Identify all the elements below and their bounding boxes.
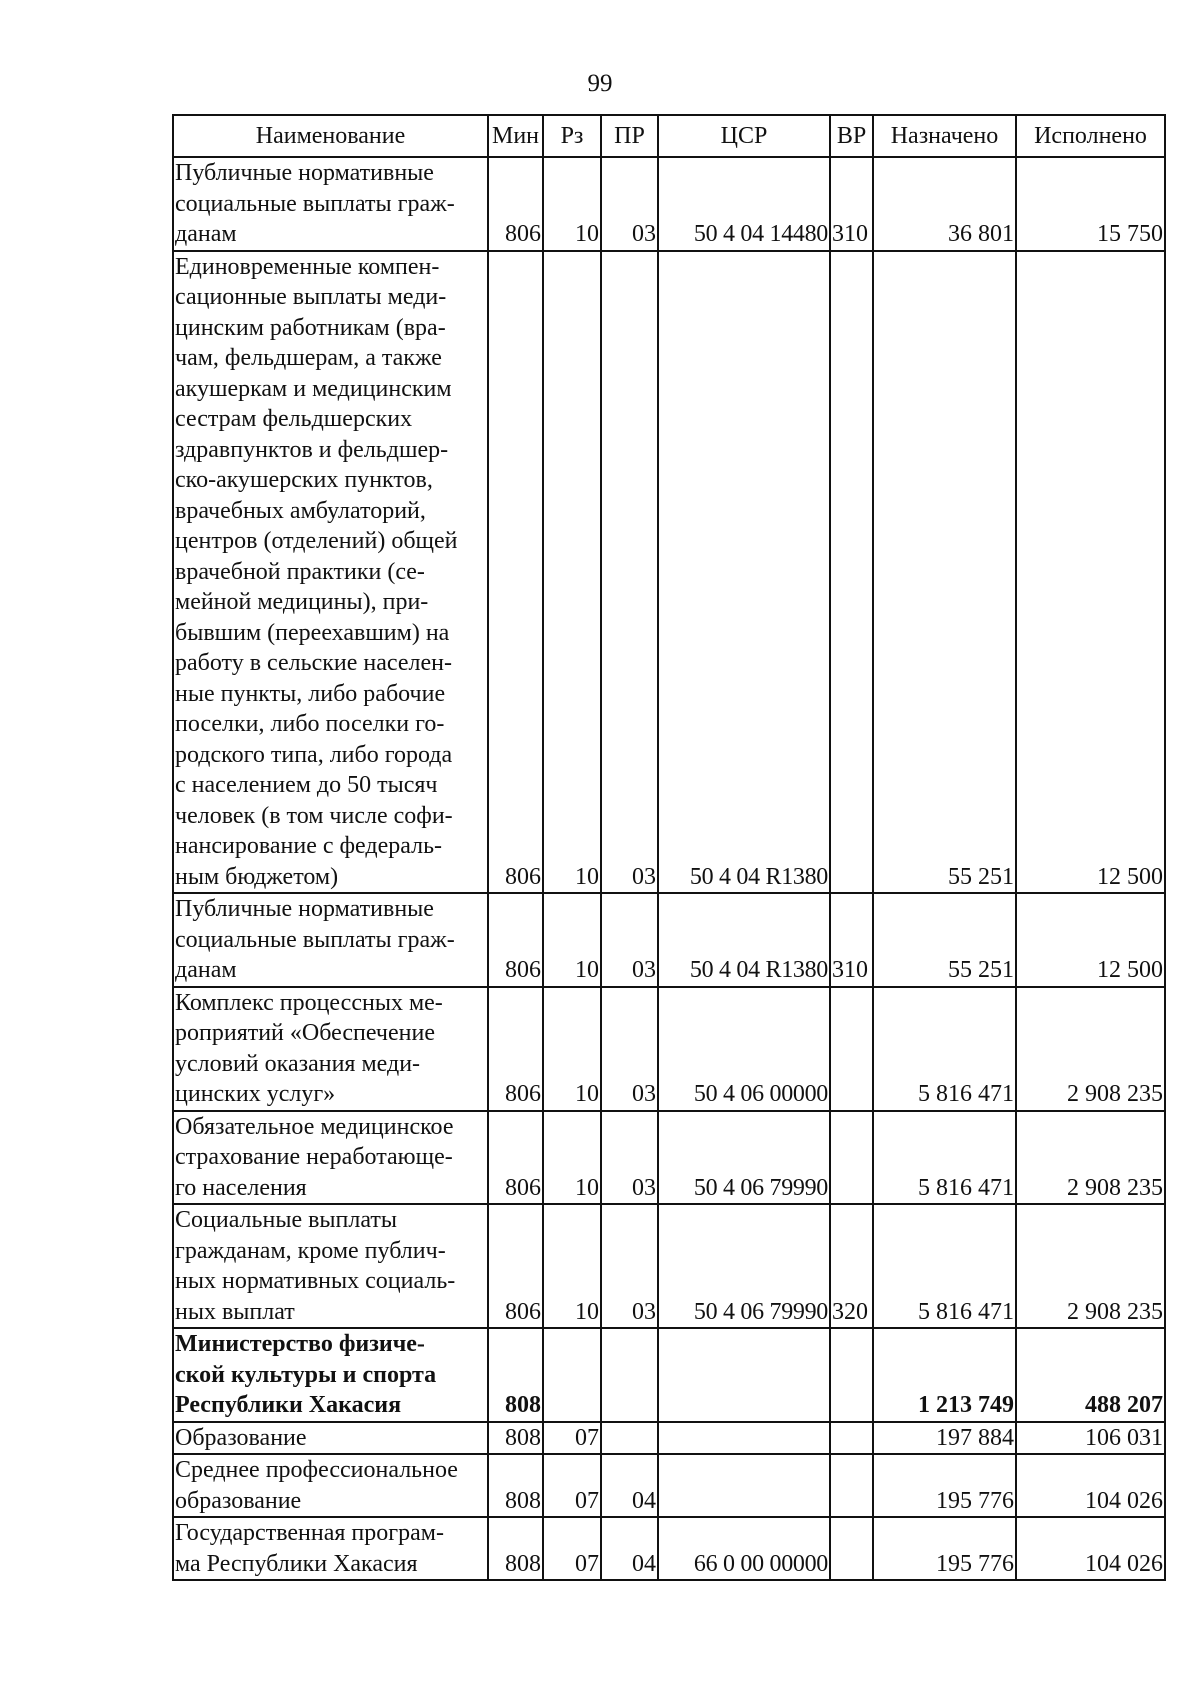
cell-pr: 03: [601, 1204, 658, 1328]
cell-name: [173, 1517, 488, 1580]
name-line: гражданам, кроме публич-: [175, 1237, 446, 1264]
cell-name: [173, 1328, 488, 1422]
cell-rz: 10: [543, 157, 601, 251]
cell-rz: 07: [543, 1517, 601, 1580]
name-line: цинским работникам (вра-: [175, 314, 446, 341]
cell-min: 808: [488, 1517, 543, 1580]
budget-execution-table: [172, 114, 1166, 1581]
table-row: [173, 1422, 1165, 1455]
cell-csr: 66 0 00 00000: [658, 1517, 830, 1580]
table-row: [173, 987, 1165, 1111]
cell-pr: 03: [601, 893, 658, 987]
cell-rz: 10: [543, 987, 601, 1111]
cell-pr: 03: [601, 251, 658, 894]
cell-rz: [543, 1328, 601, 1422]
name-line: человек (в том числе софи-: [175, 802, 453, 829]
cell-executed: 488 207: [1016, 1328, 1165, 1422]
name-line: нансирование с федераль-: [175, 833, 443, 859]
name-line: социальные выплаты граж-: [175, 926, 455, 953]
cell-vr: [830, 251, 873, 894]
cell-executed: 2 908 235: [1016, 1204, 1165, 1328]
name-line: страхование неработающе-: [175, 1144, 453, 1170]
cell-pr: 04: [601, 1454, 658, 1517]
cell-assigned: 197 884: [873, 1422, 1016, 1455]
cell-name: [173, 251, 488, 894]
header-executed: Исполнено: [1016, 115, 1165, 157]
cell-vr: 310: [830, 893, 873, 987]
cell-min: 806: [488, 893, 543, 987]
cell-executed: 104 026: [1016, 1517, 1165, 1580]
cell-assigned: 1 213 749: [873, 1328, 1016, 1422]
cell-pr: 04: [601, 1517, 658, 1580]
name-line: Единовременные компен-: [175, 253, 440, 280]
cell-executed: 12 500: [1016, 251, 1165, 894]
cell-csr: [658, 1454, 830, 1517]
header-csr: ЦСР: [658, 115, 830, 157]
name-line: образование: [175, 1487, 302, 1514]
cell-name: [173, 1111, 488, 1205]
cell-assigned: 5 816 471: [873, 1111, 1016, 1205]
cell-vr: [830, 1328, 873, 1422]
name-line: врачебной практики (се-: [175, 558, 425, 585]
cell-rz: 07: [543, 1422, 601, 1455]
name-line: Социальные выплаты: [175, 1207, 398, 1233]
table-row: [173, 157, 1165, 251]
cell-pr: 03: [601, 157, 658, 251]
cell-rz: 10: [543, 1204, 601, 1328]
cell-vr: [830, 1422, 873, 1455]
cell-name: [173, 987, 488, 1111]
cell-executed: 15 750: [1016, 157, 1165, 251]
name-line: Обязательное медицинское: [175, 1113, 454, 1140]
name-line: Публичные нормативные: [175, 896, 434, 922]
header-rz: Рз: [543, 115, 601, 157]
name-line: данам: [175, 957, 237, 983]
name-line: сестрам фельдшерских: [175, 406, 413, 432]
header-min: Мин: [488, 115, 543, 157]
cell-assigned: 195 776: [873, 1517, 1016, 1580]
cell-csr: 50 4 04 R1380: [658, 893, 830, 987]
name-line: ской культуры и спорта: [175, 1361, 437, 1388]
cell-assigned: 5 816 471: [873, 1204, 1016, 1328]
cell-min: 808: [488, 1454, 543, 1517]
table-row: [173, 1111, 1165, 1205]
cell-vr: [830, 1454, 873, 1517]
name-line: Публичные нормативные: [175, 160, 434, 186]
name-line: акушеркам и медицинским: [175, 375, 452, 402]
cell-vr: 320: [830, 1204, 873, 1328]
name-line: ным бюджетом): [175, 863, 339, 890]
name-line: центров (отделений) общей: [175, 528, 458, 554]
cell-vr: [830, 987, 873, 1111]
header-vr: ВР: [830, 115, 873, 157]
name-line: бывшим (переехавшим) на: [175, 619, 450, 646]
cell-min: 806: [488, 1204, 543, 1328]
table-header-row: [173, 115, 1165, 157]
name-line: здравпунктов и фельдшер-: [175, 436, 449, 463]
cell-executed: 2 908 235: [1016, 1111, 1165, 1205]
header-name: Наименование: [173, 115, 488, 157]
cell-min: 806: [488, 987, 543, 1111]
name-line: условий оказания меди-: [175, 1050, 421, 1077]
table-row: [173, 1328, 1165, 1422]
header-pr: ПР: [601, 115, 658, 157]
name-line: Среднее профессиональное: [175, 1457, 458, 1483]
name-line: данам: [175, 221, 237, 247]
cell-csr: 50 4 04 R1380: [658, 251, 830, 894]
cell-assigned: 195 776: [873, 1454, 1016, 1517]
name-line: го населения: [175, 1174, 307, 1201]
cell-pr: [601, 1328, 658, 1422]
cell-csr: 50 4 06 00000: [658, 987, 830, 1111]
table-row: [173, 251, 1165, 894]
cell-min: 808: [488, 1422, 543, 1455]
cell-min: 806: [488, 1111, 543, 1205]
name-line: родского типа, либо города: [175, 741, 453, 768]
cell-rz: 10: [543, 251, 601, 894]
cell-name: [173, 1454, 488, 1517]
cell-name: [173, 157, 488, 251]
name-line: роприятий «Обеспечение: [175, 1020, 435, 1046]
cell-csr: [658, 1422, 830, 1455]
name-line: ных нормативных социаль-: [175, 1268, 456, 1294]
cell-pr: [601, 1422, 658, 1455]
name-line: врачебных амбулаторий,: [175, 497, 426, 524]
cell-assigned: 55 251: [873, 251, 1016, 894]
table-row: [173, 893, 1165, 987]
cell-assigned: 5 816 471: [873, 987, 1016, 1111]
table-body: [173, 157, 1165, 1580]
cell-vr: [830, 1517, 873, 1580]
table-row: [173, 1454, 1165, 1517]
name-line: с населением до 50 тысяч: [175, 772, 438, 798]
cell-min: 806: [488, 157, 543, 251]
page-number: 99: [587, 70, 613, 97]
table-row: [173, 1517, 1165, 1580]
header-assigned: Назначено: [873, 115, 1016, 157]
table-row: [173, 1204, 1165, 1328]
cell-rz: 10: [543, 893, 601, 987]
name-line: чам, фельдшерам, а также: [175, 345, 442, 371]
name-line: Образование: [175, 1424, 307, 1451]
cell-executed: 2 908 235: [1016, 987, 1165, 1111]
cell-csr: 50 4 04 14480: [658, 157, 830, 251]
cell-min: 806: [488, 251, 543, 894]
name-line: социальные выплаты граж-: [175, 190, 455, 217]
cell-name: [173, 893, 488, 987]
name-line: поселки, либо поселки го-: [175, 711, 445, 737]
cell-vr: 310: [830, 157, 873, 251]
cell-pr: 03: [601, 987, 658, 1111]
name-line: ма Республики Хакасия: [175, 1550, 418, 1577]
cell-csr: 50 4 06 79990: [658, 1111, 830, 1205]
name-line: ные пункты, либо рабочие: [175, 680, 446, 707]
cell-csr: [658, 1328, 830, 1422]
name-line: Министерство физиче-: [175, 1331, 425, 1357]
name-line: Республики Хакасия: [175, 1392, 402, 1418]
name-line: цинских услуг»: [175, 1081, 336, 1107]
cell-assigned: 55 251: [873, 893, 1016, 987]
name-line: мейной медицины), при-: [175, 589, 429, 615]
cell-vr: [830, 1111, 873, 1205]
name-line: Комплекс процессных ме-: [175, 989, 443, 1016]
cell-min: 808: [488, 1328, 543, 1422]
cell-executed: 104 026: [1016, 1454, 1165, 1517]
cell-name: [173, 1422, 488, 1455]
name-line: сационные выплаты меди-: [175, 284, 447, 310]
cell-name: [173, 1204, 488, 1328]
cell-assigned: 36 801: [873, 157, 1016, 251]
cell-rz: 07: [543, 1454, 601, 1517]
name-line: ных выплат: [175, 1298, 295, 1325]
cell-rz: 10: [543, 1111, 601, 1205]
name-line: ско-акушерских пунктов,: [175, 467, 433, 493]
cell-executed: 12 500: [1016, 893, 1165, 987]
cell-executed: 106 031: [1016, 1422, 1165, 1455]
cell-csr: 50 4 06 79990: [658, 1204, 830, 1328]
cell-pr: 03: [601, 1111, 658, 1205]
name-line: работу в сельские населен-: [175, 650, 452, 676]
name-line: Государственная програм-: [175, 1520, 444, 1546]
